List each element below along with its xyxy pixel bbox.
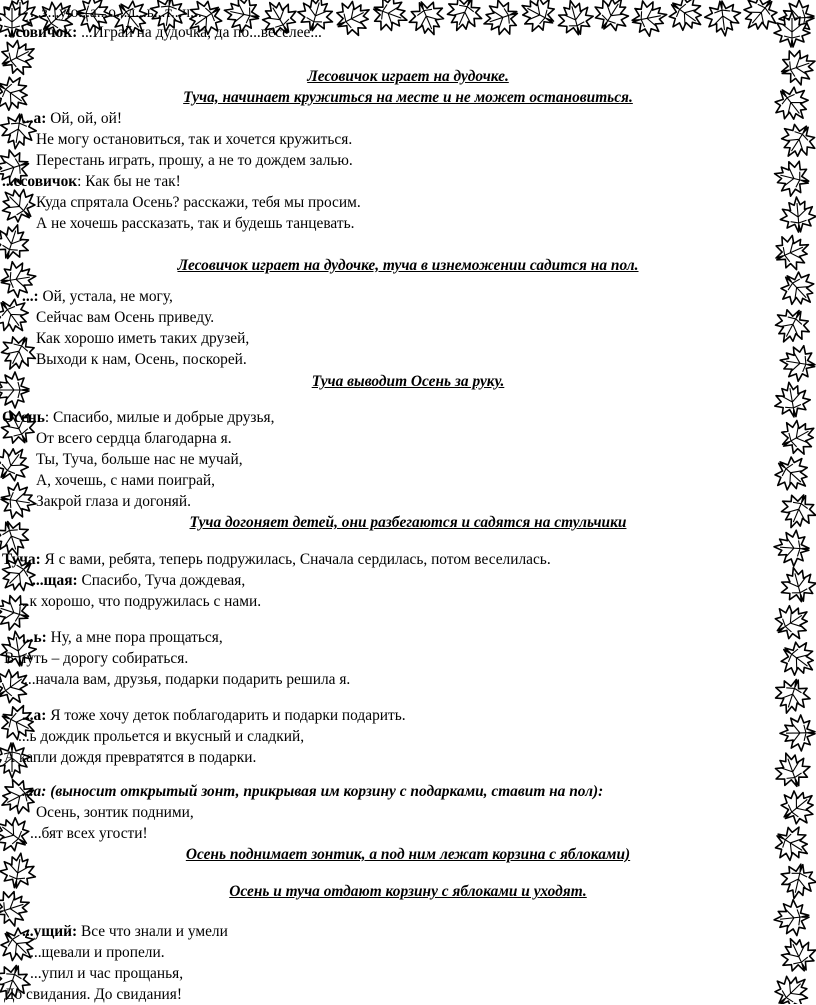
speaker-name: ...а: <box>22 110 47 127</box>
speaker-line <box>22 705 406 726</box>
verse-line: ...упил и час прощанья, <box>30 965 184 982</box>
speaker-line <box>2 549 551 570</box>
stage-direction: Осень поднимает зонтик, а под ним лежат корзина с яблоками) <box>185 846 631 863</box>
line-text: Я с вами, ребята, теперь подружилась, Сначала сердилась, потом веселилась. <box>40 551 551 568</box>
line-text: Ой, ой, ой! <box>46 110 122 127</box>
speaker-line <box>4 22 322 43</box>
speaker-line <box>22 781 603 802</box>
verse-line: Сейчас вам Осень приведу. <box>36 309 215 326</box>
verse-line: ...начала вам, друзья, подарки подарить решила я. <box>24 671 351 688</box>
stage-direction: Осень и туча отдают корзину с яблоками и уходят. <box>229 883 587 900</box>
stage-direction: Туча выводит Осень за руку. <box>311 373 505 390</box>
speaker-name: ...совичок: <box>4 24 78 41</box>
stage-direction: Туча, начинает кружиться на месте и не может остановиться. <box>183 89 633 106</box>
verse-line: А капли дождя превратятся в подарки. <box>4 749 257 766</box>
speaker-line <box>22 627 223 648</box>
line-text: Ну, а мне пора прощаться, <box>46 629 223 646</box>
speaker-name: Осень <box>2 409 45 426</box>
line-text: Я тоже хочу деток поблагодарить и подарки подарить. <box>46 707 406 724</box>
speaker-name: Туча: <box>2 551 41 568</box>
speaker-line <box>22 108 122 129</box>
verse-line: А, хочешь, с нами поиграй, <box>36 472 216 489</box>
verse-line: До свидания. До свидания! <box>4 986 182 1003</box>
line-text: Все что знали и умели <box>77 923 228 940</box>
verse-line: Выходи к нам, Осень, поскорей. <box>36 351 247 368</box>
speaker-line <box>2 407 274 428</box>
line-text: : Как бы не так! <box>77 173 181 190</box>
verse-line: Перестань играть, прошу, а не то дождем залью. <box>36 152 353 169</box>
speaker-name: ...щая: <box>32 572 78 589</box>
stage-direction: Лесовичок играет на дудочке. <box>307 68 509 85</box>
verse-line: Закрой глаза и догоняй. <box>36 493 191 510</box>
verse-line: ...бят всех угости! <box>30 825 148 842</box>
verse-line: Ты, Туча, больше нас не мучай, <box>36 451 243 468</box>
line-text: ...Играй на дудочка, да по...веселее... <box>81 24 322 41</box>
verse-line: А не хочешь рассказать, так и будешь танцевать. <box>36 215 355 232</box>
speaker-line <box>22 286 173 307</box>
stage-direction: Туча догоняет детей, они разбегаются и садятся на стульчики <box>189 514 627 531</box>
verse-line: Куда спрятала Осень? расскажи, тебя мы просим. <box>36 194 361 211</box>
verse-line: Осень, зонтик подними, <box>36 804 194 821</box>
fragment-text: ...з...ую...а...о...л...ь...т...ч... <box>30 4 202 21</box>
stage-direction: Лесовичок играет на дудочке, туча в изнеможении садится на пол. <box>177 257 639 274</box>
verse-line: Как хорошо иметь таких друзей, <box>36 330 250 347</box>
line-text: (выносит открытый зонт, прикрывая им корзину с подарками, ставит на пол): <box>46 783 604 800</box>
verse-line: От всего сердца благодарна я. <box>36 430 232 447</box>
verse-line: ...ь дождик прольется и вкусный и сладкий, <box>18 728 305 745</box>
speaker-line <box>32 570 245 591</box>
speaker-name: ...есовичок <box>2 173 78 190</box>
fragment-line <box>30 2 202 23</box>
verse-line: ...к хорошо, что подружилась с нами. <box>18 593 262 610</box>
verse-line: В путь – дорогу собираться. <box>4 650 189 667</box>
speaker-name: ...а: <box>22 707 47 724</box>
speaker-name: ...ь: <box>22 629 47 646</box>
line-text: Спасибо, Туча дождевая, <box>77 572 246 589</box>
line-text: : Спасибо, милые и добрые друзья, <box>44 409 275 426</box>
line-text: Ой, устала, не могу, <box>38 288 173 305</box>
speaker-line <box>22 921 228 942</box>
speaker-name: ...а: <box>22 783 47 800</box>
verse-line: Не могу остановиться, так и хочется кружиться. <box>36 131 353 148</box>
speaker-line <box>2 171 181 192</box>
speaker-name: ...ущий: <box>22 923 78 940</box>
verse-line: ...щевали и пропели. <box>30 944 165 961</box>
speaker-name: ...: <box>22 288 39 305</box>
